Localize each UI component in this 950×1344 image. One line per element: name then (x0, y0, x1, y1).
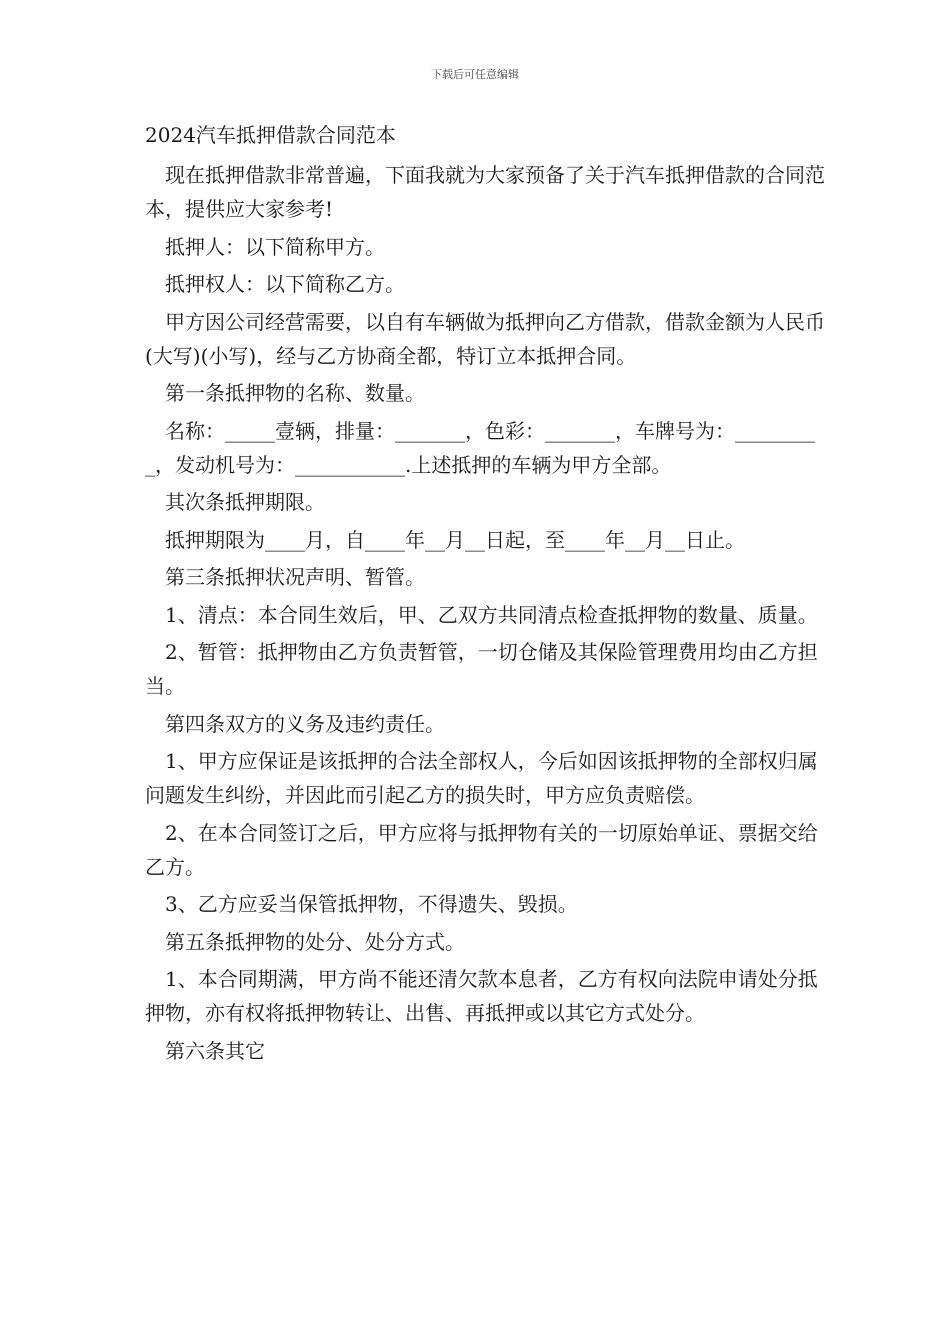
document-body (145, 118, 825, 1071)
document-title: 2024汽车抵押借款合同范本 (145, 123, 396, 147)
paragraph-disposal: 1、本合同期满，甲方尚不能还清欠款本息者，乙方有权向法院申请处分抵押物，亦有权将抵押物转让、出售、再抵押或以其它方式处分。 (145, 967, 818, 1025)
article-6-heading: 第六条其它 (165, 1038, 265, 1063)
paragraph-inventory: 1、清点：本合同生效后，甲、乙双方共同清点检查抵押物的数量、质量。 (165, 602, 818, 627)
article-5-heading: 第五条抵押物的处分、处分方式。 (165, 929, 465, 954)
article-1-heading: 第一条抵押物的名称、数量。 (165, 381, 425, 405)
article-2-heading: 其次条抵押期限。 (165, 490, 325, 514)
paragraph-mortgagee: 抵押权人：以下简称乙方。 (165, 272, 405, 296)
paragraph-purpose: 甲方因公司经营需要，以自有车辆做为抵押向乙方借款，借款金额为人民币(大写)(小写)，经与乙方协商全都，特订立本抵押合同。 (145, 309, 825, 368)
paragraph-ownership-guarantee: 1、甲方应保证是该抵押的合法全部权人，今后如因该抵押物的全部权归属问题发生纠纷，并因此而引起乙方的损失时，甲方应负责赔偿。 (145, 749, 818, 807)
paragraph-custody: 2、暂管：抵押物由乙方负责暂管，一切仓储及其保险管理费用均由乙方担当。 (145, 640, 818, 698)
article-3-heading: 第三条抵押状况声明、暂管。 (165, 565, 425, 589)
paragraph-vehicle-details: 名称：_____壹辆，排量：_______，色彩：_______，车牌号为：_________，发动机号为：___________.上述抵押的车辆为甲方全部。 (145, 418, 815, 477)
article-4-heading: 第四条双方的义务及违约责任。 (165, 711, 445, 736)
paragraph-mortgagor: 抵押人：以下简称甲方。 (165, 234, 385, 259)
paragraph-intro: 现在抵押借款非常普遍，下面我就为大家预备了关于汽车抵押借款的合同范本，提供应大家参考! (145, 163, 825, 221)
paragraph-term: 抵押期限为____月，自____年__月__日起，至____年__月__日止。 (165, 527, 745, 552)
header-note: 下载后可任意编辑 (431, 68, 519, 81)
paragraph-documents: 2、在本合同签订之后，甲方应将与抵押物有关的一切原始单证、票据交给乙方。 (145, 820, 818, 879)
paragraph-safekeeping: 3、乙方应妥当保管抵押物，不得遗失、毁损。 (165, 892, 578, 916)
